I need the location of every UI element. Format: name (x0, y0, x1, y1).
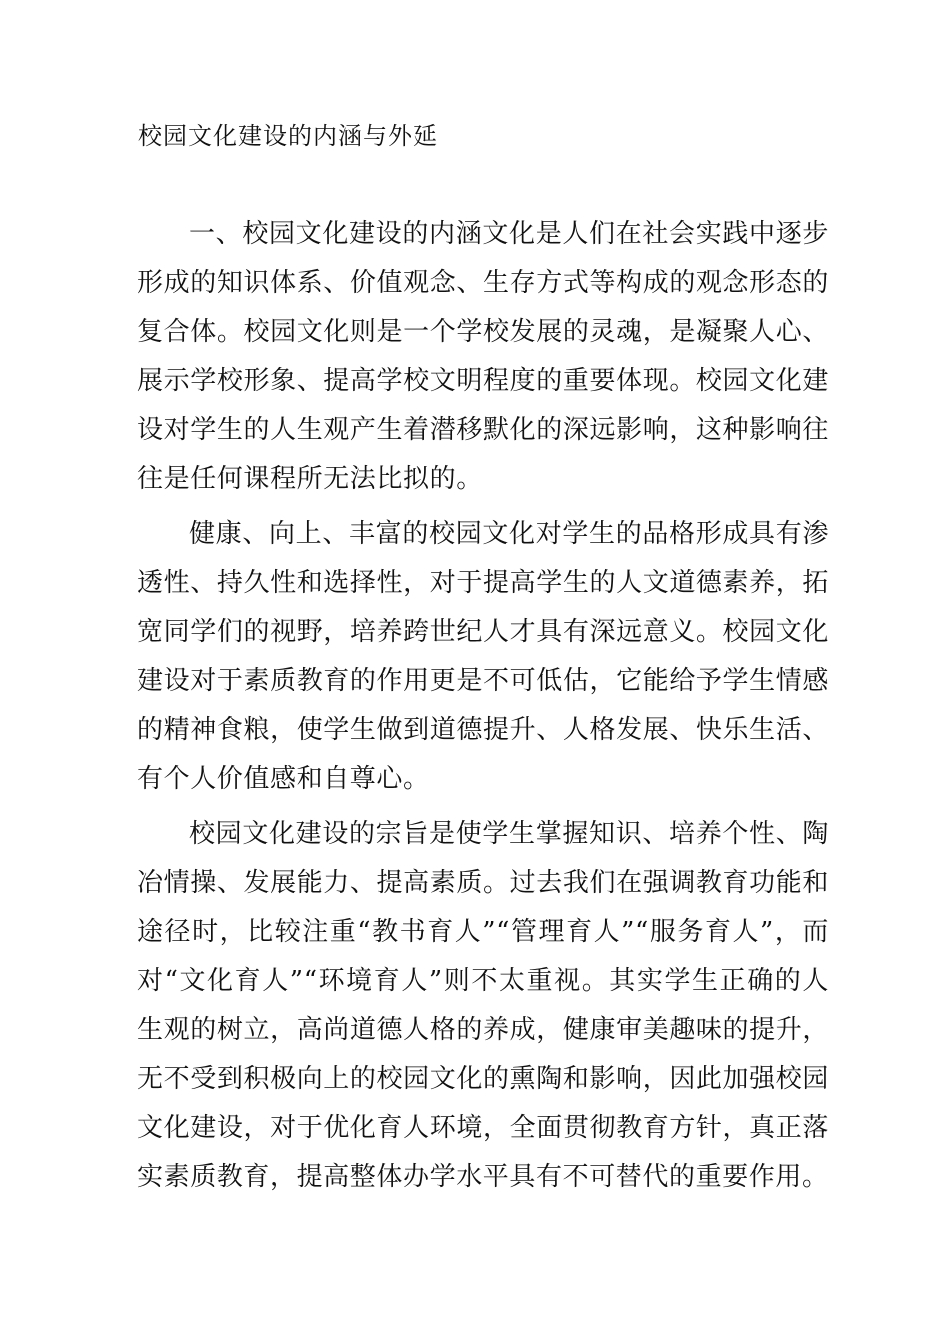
paragraph-connotation: 一、校园文化建设的内涵文化是人们在社会实践中逐步形成的知识体系、价值观念、生存方式等构成的观念形态的复合体。校园文化则是一个学校发展的灵魂，是凝聚人心、展示学校形象、提高学校文明程度的重要体现。校园文化建设对学生的人生观产生着潜移默化的深远影响，这种影响往往是任何课程所无法比拟的。 (137, 219, 829, 494)
paragraph-purpose: 校园文化建设的宗旨是使学生掌握知识、培养个性、陶冶情操、发展能力、提高素质。过去我们在强调教育功能和途径时，比较注重“教书育人”“管理育人”“服务育人”，而对“文化育人”“环境育人”则不太重视。其实学生正确的人生观的树立，高尚道德人格的养成，健康审美趣味的提升，无不受到积极向上的校园文化的熏陶和影响，因此加强校园文化建设，对于优化育人环境，全面贯彻教育方针，真正落实素质教育，提高整体办学水平具有不可替代的重要作用。 (137, 819, 829, 1192)
document-body (137, 210, 829, 1208)
document-title: 校园文化建设的内涵与外延 (138, 122, 438, 150)
paragraph-significance: 健康、向上、丰富的校园文化对学生的品格形成具有渗透性、持久性和选择性，对于提高学生的人文道德素养，拓宽同学们的视野，培养跨世纪人才具有深远意义。校园文化建设对于素质教育的作用更是不可低估，它能给予学生情感的精神食粮，使学生做到道德提升、人格发展、快乐生活、有个人价值感和自尊心。 (137, 519, 829, 794)
